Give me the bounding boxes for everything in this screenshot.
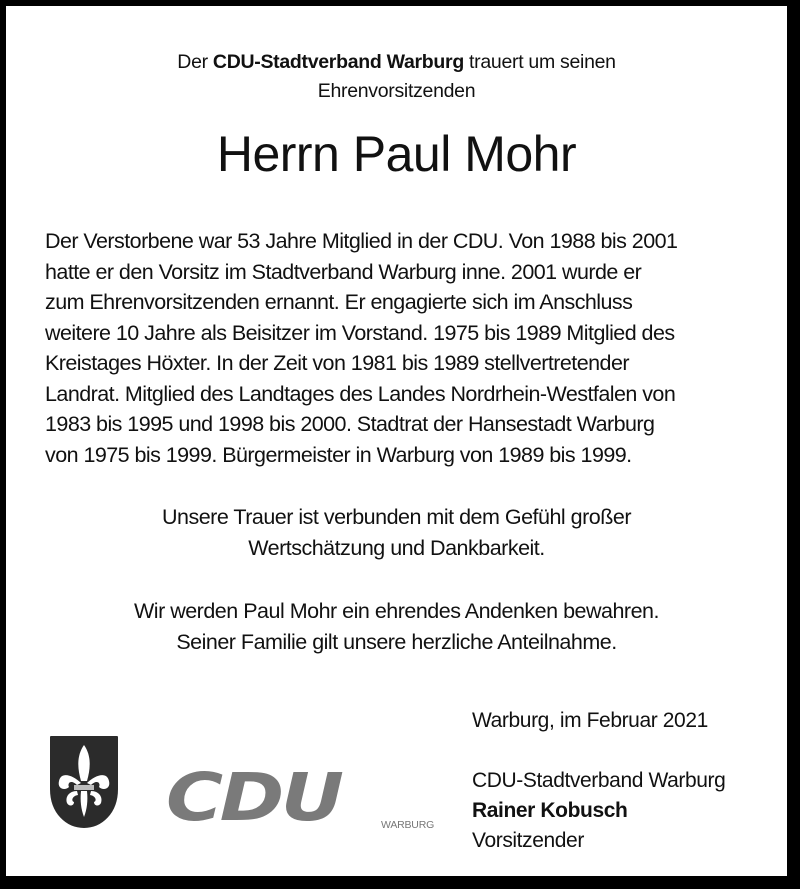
- signer-name: Rainer Kobusch: [472, 799, 628, 822]
- intro-line-1: Der CDU-Stadtverband Warburg trauert um seinen: [177, 51, 616, 73]
- biography-line: Kreistages Höxter. In der Zeit von 1981 bis 1989 stellvertretender: [45, 351, 629, 375]
- organization-name: CDU-Stadtverband Warburg: [212, 51, 464, 73]
- signer-role: Vorsitzender: [472, 829, 584, 852]
- biography: [45, 226, 765, 470]
- biography-line: Landrat. Mitglied des Landtages des Landes Nordrhein-Westfalen von: [45, 381, 676, 406]
- fleur-de-lis-shield-icon: [47, 733, 121, 829]
- mourning-statement: Unsere Trauer ist verbunden mit dem Gefühl großer Wertschätzung und Dankbarkeit.: [161, 505, 632, 560]
- deceased-name: Herrn Paul Mohr: [216, 126, 577, 182]
- spacer: [472, 736, 725, 766]
- place-date: Warburg, im Februar 2021: [472, 709, 708, 732]
- intro-text: [6, 48, 787, 106]
- biography-line: weitere 10 Jahre als Beisitzer im Vorstand. 1975 bis 1989 Mitglied des: [45, 320, 675, 345]
- cdu-logo-subtext: WARBURG: [381, 819, 435, 831]
- biography-line: von 1975 bis 1999. Bürgermeister in Warburg von 1989 bis 1999.: [45, 442, 632, 467]
- signature-organization: CDU-Stadtverband Warburg: [472, 769, 726, 792]
- remembrance-statement: Wir werden Paul Mohr ein ehrendes Andenken bewahren. Seiner Familie gilt unsere herzliche Anteilnahme.: [134, 599, 659, 654]
- intro-line-2: Ehrenvorsitzenden: [317, 80, 476, 102]
- biography-line: hatte er den Vorsitz im Stadtverband Warburg inne. 2001 wurde er: [45, 259, 642, 284]
- cdu-logo: CDU: [166, 759, 341, 836]
- biography-line: Der Verstorbene war 53 Jahre Mitglied in der CDU. Von 1988 bis 2001: [45, 229, 678, 253]
- biography-line: zum Ehrenvorsitzenden ernannt. Er engagierte sich im Anschluss: [45, 290, 633, 314]
- obituary-notice: [6, 6, 787, 876]
- signature-block: [472, 706, 725, 856]
- biography-line: 1983 bis 1995 und 1998 bis 2000. Stadtrat der Hansestadt Warburg: [45, 412, 655, 436]
